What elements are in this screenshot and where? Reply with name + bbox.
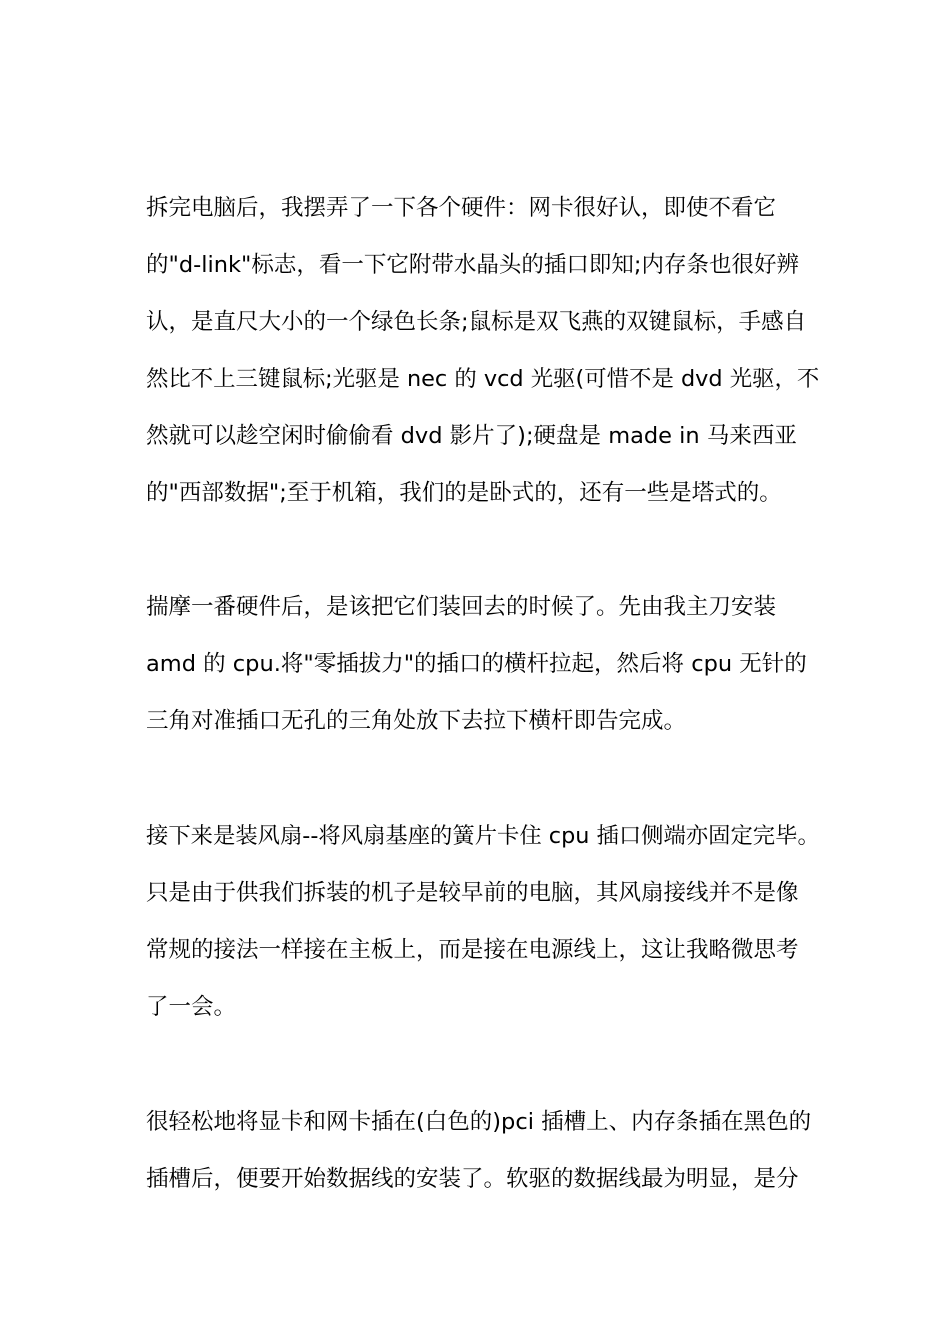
text-line: 很轻松地将显卡和网卡插在(白色的)pci 插槽上、内存条插在黑色的 — [146, 1109, 812, 1135]
text-line: 揣摩一番硬件后，是该把它们装回去的时候了。先由我主刀安装 — [146, 594, 777, 620]
text-line: 然比不上三键鼠标;光驱是 nec 的 vcd 光驱(可惜不是 dvd 光驱，不 — [146, 366, 820, 392]
text-line: 只是由于供我们拆装的机子是较早前的电脑，其风扇接线并不是像 — [146, 880, 799, 906]
text-line: amd 的 cpu.将"零插拔力"的插口的横杆拉起，然后将 cpu 无针的 — [146, 651, 807, 677]
text-line: 的"西部数据";至于机箱，我们的是卧式的，还有一些是塔式的。 — [146, 480, 782, 506]
text-line: 拆完电脑后，我摆弄了一下各个硬件：网卡很好认，即使不看它 — [146, 195, 777, 221]
text-line: 了一会。 — [146, 994, 237, 1020]
text-line: 插槽后，便要开始数据线的安装了。软驱的数据线最为明显，是分 — [146, 1166, 799, 1192]
text-line: 三角对准插口无孔的三角处放下去拉下横杆即告完成。 — [146, 708, 687, 734]
text-line: 接下来是装风扇--将风扇基座的簧片卡住 cpu 插口侧端亦固定完毕。 — [146, 823, 820, 849]
text-line: 认，是直尺大小的一个绿色长条;鼠标是双飞燕的双键鼠标，手感自 — [146, 309, 807, 335]
text-line: 然就可以趁空闲时偷偷看 dvd 影片了);硬盘是 made in 马来西亚 — [146, 423, 797, 449]
text-line: 的"d-link"标志，看一下它附带水晶头的插口即知;内存条也很好辨 — [146, 252, 799, 278]
text-line: 常规的接法一样接在主板上，而是接在电源线上，这让我略微思考 — [146, 937, 799, 963]
